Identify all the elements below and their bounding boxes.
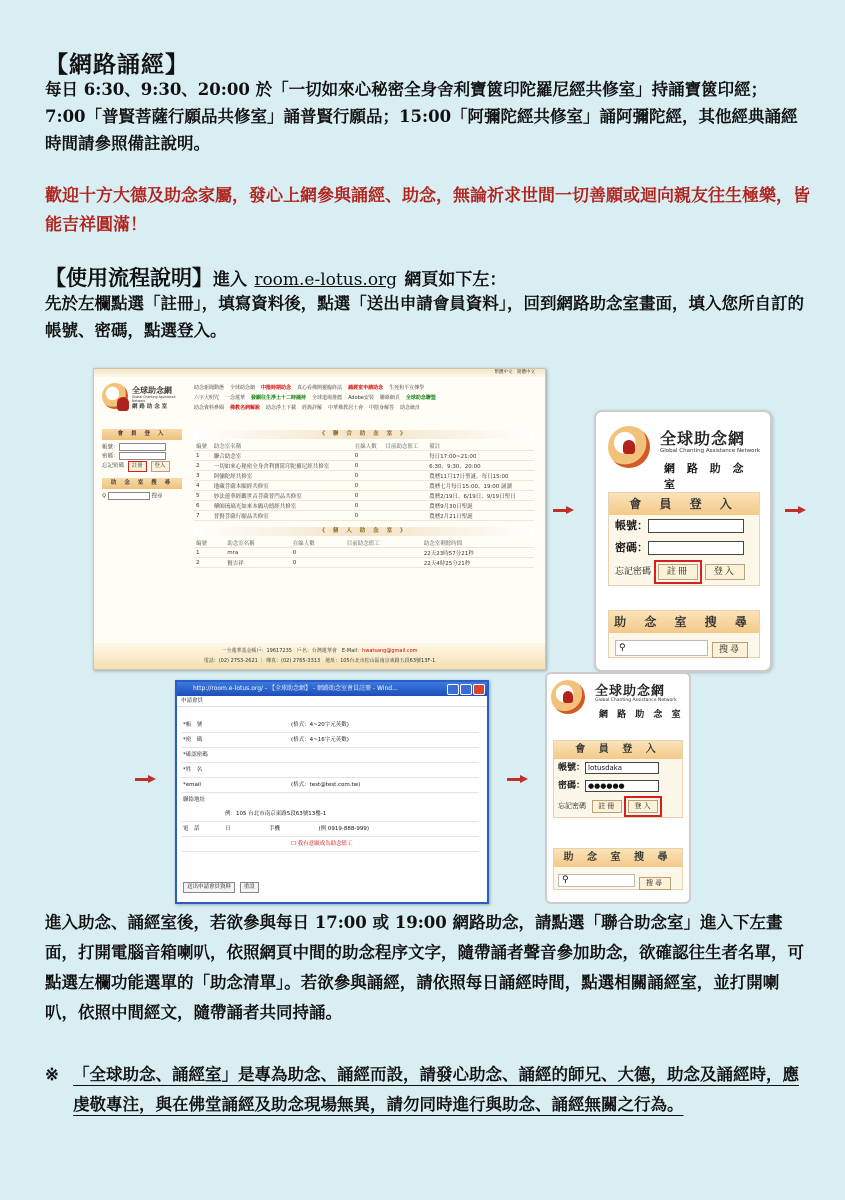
site-url-link[interactable]: room.e-lotus.org (254, 270, 398, 290)
submit-application-button[interactable]: 送出申請會員資料 (183, 882, 235, 893)
forgot-password-link[interactable]: 忘記密碼 (615, 567, 652, 577)
form-row (181, 733, 479, 748)
cell-speaker (383, 461, 427, 471)
arrow-right-icon (135, 775, 157, 783)
form-hint: (格式：4~16字元英數) (291, 737, 349, 743)
form-label: 電 話 (183, 826, 200, 832)
logo-net: 網 路 助 念 室 (664, 462, 748, 491)
arrow-right-icon (507, 775, 529, 783)
cell-speaker (383, 471, 427, 481)
password-row (102, 452, 182, 461)
menu-item[interactable]: 助念新聞動態 (194, 385, 225, 391)
search-icon: ⚲ (562, 875, 569, 885)
col-online: 在線人數 (291, 538, 345, 548)
usage-title: 【使用流程說明】 (45, 265, 213, 290)
login-buttons (102, 461, 182, 470)
cell-online: 0 (353, 471, 384, 481)
footer-email-link[interactable]: hwatsang@gmail.com (362, 648, 418, 654)
col-time: 助念室剩餘時間 (422, 538, 534, 548)
account-row (554, 759, 682, 777)
joint-rooms-table (194, 441, 534, 521)
lotus-emblem-icon (102, 383, 128, 409)
logo-net: 網 路 助 念 室 (132, 404, 168, 410)
lotus-emblem-icon (551, 680, 585, 714)
arrow-right-icon (553, 506, 575, 514)
dialog-subtitle: 申請會員 (177, 696, 487, 707)
dialog-title: http://room.e-lotus.org/ - 【全球助念網】 - 網路助念室會員註冊 - Wind... (193, 685, 398, 692)
menu-item[interactable]: 一念蓮華 (225, 395, 246, 401)
arrow-right-icon (785, 506, 807, 514)
dialog-buttons (183, 882, 262, 893)
personal-rooms-table (194, 538, 534, 568)
cell-online: 0 (353, 461, 384, 471)
menu-item[interactable]: 中華佛教居士會 (328, 405, 364, 411)
register-button[interactable]: 註冊 (128, 461, 147, 472)
password-input[interactable]: ●●●●●● (585, 780, 659, 792)
password-row (609, 537, 759, 559)
password-input[interactable] (648, 541, 744, 555)
cell-note: 農曆2/19日、6/19日、9/19日聖日 (427, 491, 534, 501)
search-input[interactable] (615, 640, 708, 656)
table-header (194, 538, 534, 548)
account-row (102, 443, 182, 452)
cell-name: 藥師琉璃光如來本願功德經共修室 (212, 501, 353, 511)
cell-note: 6:30、9:30、20:00 (427, 461, 534, 471)
login-button[interactable]: 登入 (628, 800, 658, 813)
menu-item[interactable]: 助念資料參閱 (194, 405, 225, 411)
form-row (181, 748, 479, 763)
form-hint: 例：105 台北市南京東路5段63號13樓-1 (225, 811, 327, 817)
form-row (181, 822, 479, 837)
search-header: 助 念 室 搜 尋 (554, 849, 682, 867)
menu-item[interactable]: 全球助念聯盟 (405, 395, 436, 401)
section-title-usage (45, 262, 506, 292)
cell-no: 4 (194, 481, 212, 491)
menu-item[interactable]: 助念淨土下載 (266, 405, 297, 411)
menu-item[interactable]: 佛教名詞解說 (230, 405, 261, 411)
menu-item[interactable]: 全球助念網 (230, 385, 256, 391)
table-row[interactable] (194, 451, 534, 461)
cell-name: 地藏菩薩本願經共修室 (212, 481, 353, 491)
cell-online: 0 (353, 511, 384, 521)
cell-note: 農曆七月每日15:00、19:00 誦讀 (427, 481, 534, 491)
cell-name: 聯合助念室 (212, 451, 353, 461)
menu-item[interactable]: 中陰身解答 (369, 405, 395, 411)
site-logo (102, 381, 180, 425)
search-input[interactable] (558, 874, 635, 887)
password-input[interactable] (119, 452, 166, 460)
cell-no: 3 (194, 471, 212, 481)
login-header: 會 員 登 入 (554, 741, 682, 759)
search-box (553, 848, 683, 890)
col-speaker: 目前助念監工 (383, 441, 427, 451)
registration-dialog (175, 680, 489, 904)
usage-intro-prefix: 進入 (213, 270, 247, 290)
table-row[interactable] (194, 558, 534, 568)
account-label: 帳號： (102, 444, 119, 451)
logo-en: Global Chanting Assistance Network (660, 448, 760, 454)
cell-no: 6 (194, 501, 212, 511)
menu-item[interactable]: 誦經室申請助念 (348, 385, 384, 391)
login-header: 會 員 登 入 (609, 493, 759, 515)
search-header: 助 念 室 搜 尋 (102, 478, 182, 489)
sidebar (102, 429, 182, 501)
login-buttons (554, 795, 682, 817)
form-row (181, 778, 479, 793)
cell-note: 農曆9月30日聖誕 (427, 501, 534, 511)
search-row (554, 867, 682, 889)
top-menu (194, 383, 534, 413)
cell-speaker (345, 558, 422, 568)
password-label: 密碼： (615, 541, 648, 554)
cell-time: 22天23時57分21秒 (422, 548, 534, 558)
account-input[interactable] (648, 519, 744, 533)
site-footer (94, 643, 545, 669)
dialog-titlebar (177, 682, 487, 696)
cell-note: 農曆2月21日聖誕 (427, 511, 534, 521)
form-row (181, 718, 479, 733)
cell-speaker (345, 548, 422, 558)
form-label: *確認密碼 (183, 752, 208, 758)
col-room: 助念室名稱 (225, 538, 291, 548)
cell-no: 1 (194, 548, 225, 558)
logo-net: 網 路 助 念 室 (599, 710, 684, 720)
usage-intro-suffix: 網頁如下左： (404, 270, 507, 290)
notice-text: 「全球助念、誦經室」是專為助念、誦經而設，請發心助念、誦經的師兄、大德，助念及誦經時，應虔敬專注，與在佛堂誦經及助念現場無異，請勿同時進行與助念、誦經無關之行為。 (73, 1065, 799, 1114)
cell-name: 普賢菩薩行願品共修室 (212, 511, 353, 521)
menu-item[interactable]: 全球道場推薦 (312, 395, 343, 401)
table-row[interactable] (194, 491, 534, 501)
form-row (181, 793, 479, 822)
register-button[interactable]: 註冊 (592, 800, 622, 813)
search-input[interactable] (108, 492, 150, 500)
table-row[interactable] (194, 501, 534, 511)
col-no: 編號 (194, 538, 225, 548)
login-panel-filled (545, 672, 691, 904)
col-speaker: 目前助念監工 (345, 538, 422, 548)
password-label: 密碼： (102, 453, 119, 460)
search-icon: ⚲ (102, 493, 107, 500)
login-box (553, 740, 683, 818)
footer-line-1 (94, 646, 545, 656)
cell-no: 2 (194, 461, 212, 471)
search-header: 助 念 室 搜 尋 (609, 611, 759, 633)
room-list (194, 429, 534, 568)
table-row[interactable] (194, 461, 534, 471)
form-row (181, 763, 479, 778)
welcome-paragraph: 歡迎十方大德及助念家屬，發心上網參與誦經、助念，無論祈求世間一切善願或迴向親友往生極樂，皆能吉祥圓滿！ (45, 186, 810, 235)
logo-en: Global Chanting Assistance Network (132, 395, 176, 403)
instructions-paragraph: 進入助念、誦經室後，若欲參與每日 17:00 或 19:00 網路助念，請點選「聯合助念室」進入下左畫面，打開電腦音箱喇叭，依照網頁中間的助念程序文字，隨帶誦者聲音參加助念，欲確認往生者名單，可點選左欄功能選單的「助念清單」。若欲參與誦經，請依照每日誦經時間，點選相關誦經室，並打開喇叭，依照中間經文，隨帶誦者共同持誦。 (45, 913, 804, 1022)
search-row (102, 492, 182, 501)
search-icon: ⚲ (619, 642, 626, 653)
cell-online: 0 (291, 558, 345, 568)
personal-rooms-title: 《 個 人 助 念 室 》 (194, 527, 534, 536)
search-button[interactable]: 搜尋 (151, 493, 163, 500)
account-row (609, 515, 759, 537)
menu-item[interactable]: 六字大明咒 (194, 395, 220, 401)
form-hint: 日 手機 (例 0919-888-999) (225, 826, 370, 832)
footer-line-2: 電話：(02) 2753-2621 ｜ 傳真：(02) 2765-3313 地址：105台北市松山區南京東路五段63號13F-1 (203, 658, 436, 664)
login-header: 會 員 登 入 (102, 429, 182, 440)
cell-speaker (383, 451, 427, 461)
minimize-icon[interactable] (447, 684, 459, 695)
menu-item[interactable]: Adobe安裝 (348, 395, 374, 401)
account-input[interactable]: lotusdaka (585, 762, 659, 774)
form-hint: (格式：4~20字元英數) (291, 722, 349, 728)
cell-no: 1 (194, 451, 212, 461)
form-label: *帳 號 (183, 722, 203, 728)
col-online: 在線人數 (353, 441, 384, 451)
reset-button[interactable]: 重設 (240, 882, 259, 893)
search-box (608, 610, 760, 658)
notice (45, 1060, 815, 1120)
logo-cn: 全球助念網 (132, 385, 172, 395)
cell-note: 農曆11月17日聖誕，每日15:00 (427, 471, 534, 481)
search-row (609, 633, 759, 657)
form-row (181, 837, 479, 852)
logo-cn: 全球助念網 (660, 429, 746, 448)
menu-item[interactable]: 真心看佛開靈臨終法 (297, 385, 343, 391)
cell-name: mra (225, 548, 291, 558)
footer-account: 一全蓮華基金帳戶：19617235 戶名：台灣蓮華會 E-Mail： (221, 648, 363, 654)
table-header (194, 441, 534, 451)
close-icon[interactable] (473, 684, 485, 695)
menu-item[interactable]: 助念統計 (400, 405, 421, 411)
account-label: 帳號： (558, 763, 586, 773)
menu-item[interactable]: 發願往生淨土十二時誦持 (251, 395, 307, 401)
chanting-schedule-paragraph: 每日 6:30、9:30、20:00 於「一切如來心秘密全身舍利寶篋印陀羅尼經共修室」持誦寶篋印經；7:00「普賢菩薩行願品共修室」誦普賢行願品；15:00「阿彌陀經共修室」誦阿彌陀經，其他經典誦經時間請參照備註說明。 (45, 80, 798, 153)
account-input[interactable] (119, 443, 166, 451)
forgot-password-link[interactable]: 忘記密碼 (102, 463, 125, 469)
logo-en: Global Chanting Assistance Network (595, 698, 677, 703)
cell-name: 賢吉祥 (225, 558, 291, 568)
cell-speaker (383, 511, 427, 521)
register-button[interactable]: 註冊 (658, 564, 698, 580)
menu-item[interactable]: 生死和平宣傳學 (389, 385, 425, 391)
section-title-online-chanting: 【網路誦經】 (45, 51, 189, 78)
form-label: 聯絡地址 (183, 797, 206, 803)
cell-name: 一切如來心秘密全身舍利寶篋印陀羅尼經共修室 (212, 461, 353, 471)
site-logo (604, 420, 764, 491)
menu-item[interactable]: 聯絡網頁 (379, 395, 400, 401)
search-button[interactable]: 搜尋 (639, 877, 671, 890)
cell-time: 22天4時25分21秒 (422, 558, 534, 568)
forgot-password-link[interactable]: 忘記密碼 (558, 802, 586, 810)
cell-online: 0 (353, 451, 384, 461)
table-row[interactable] (194, 548, 534, 558)
password-row (554, 777, 682, 795)
login-box (608, 492, 760, 586)
search-button[interactable]: 搜尋 (712, 642, 748, 658)
login-buttons (609, 559, 759, 585)
cell-online: 0 (353, 501, 384, 511)
cell-speaker (383, 481, 427, 491)
usage-paragraph: 先於左欄點選「註冊」，填寫資料後，點選「送出申請會員資料」，回到網路助念室畫面，填入您所自訂的帳號、密碼，點選登入。 (45, 294, 804, 340)
maximize-icon[interactable] (460, 684, 472, 695)
form-label: *email (183, 782, 201, 788)
cell-online: 0 (353, 491, 384, 501)
homepage-screenshot (93, 368, 546, 670)
cell-no: 7 (194, 511, 212, 521)
cell-no: 5 (194, 491, 212, 501)
cell-speaker (383, 501, 427, 511)
password-label: 密碼： (558, 781, 586, 791)
col-no: 編號 (194, 441, 212, 451)
login-panel-zoom (594, 410, 772, 672)
cell-speaker (383, 491, 427, 501)
lotus-emblem-icon (608, 426, 650, 468)
table-row[interactable] (194, 511, 534, 521)
language-bar: 繁體中文 簡體中文 (94, 369, 545, 377)
col-room: 助念室名稱 (212, 441, 353, 451)
login-button[interactable]: 登入 (705, 564, 745, 580)
reference-mark: ※ (45, 1065, 59, 1084)
table-row[interactable] (194, 471, 534, 481)
col-note: 備註 (427, 441, 534, 451)
form-label: *密 碼 (183, 737, 203, 743)
joint-rooms-title: 《 聯 合 助 念 室 》 (194, 430, 534, 439)
login-button[interactable]: 登入 (151, 461, 170, 472)
form-label: *姓 名 (183, 767, 203, 773)
menu-item[interactable]: 中陰時期助念 (261, 385, 292, 391)
site-logo (549, 676, 689, 724)
cell-name: 阿彌陀經共修室 (212, 471, 353, 481)
form-hint[interactable]: ☐ 我有意願成為助念監工 (291, 841, 353, 847)
table-row[interactable] (194, 481, 534, 491)
cell-note: 每日17:00~21:00 (427, 451, 534, 461)
account-label: 帳號： (615, 519, 648, 532)
cell-online: 0 (353, 481, 384, 491)
registration-form (181, 718, 479, 852)
form-hint: (格式：test@test.com.tw) (291, 782, 361, 788)
cell-online: 0 (291, 548, 345, 558)
cell-no: 2 (194, 558, 225, 568)
menu-item[interactable]: 經典詳解 (302, 405, 323, 411)
logo-cn: 全球助念網 (595, 684, 666, 699)
cell-name: 妙法蓮華經觀世音菩薩普門品共修室 (212, 491, 353, 501)
